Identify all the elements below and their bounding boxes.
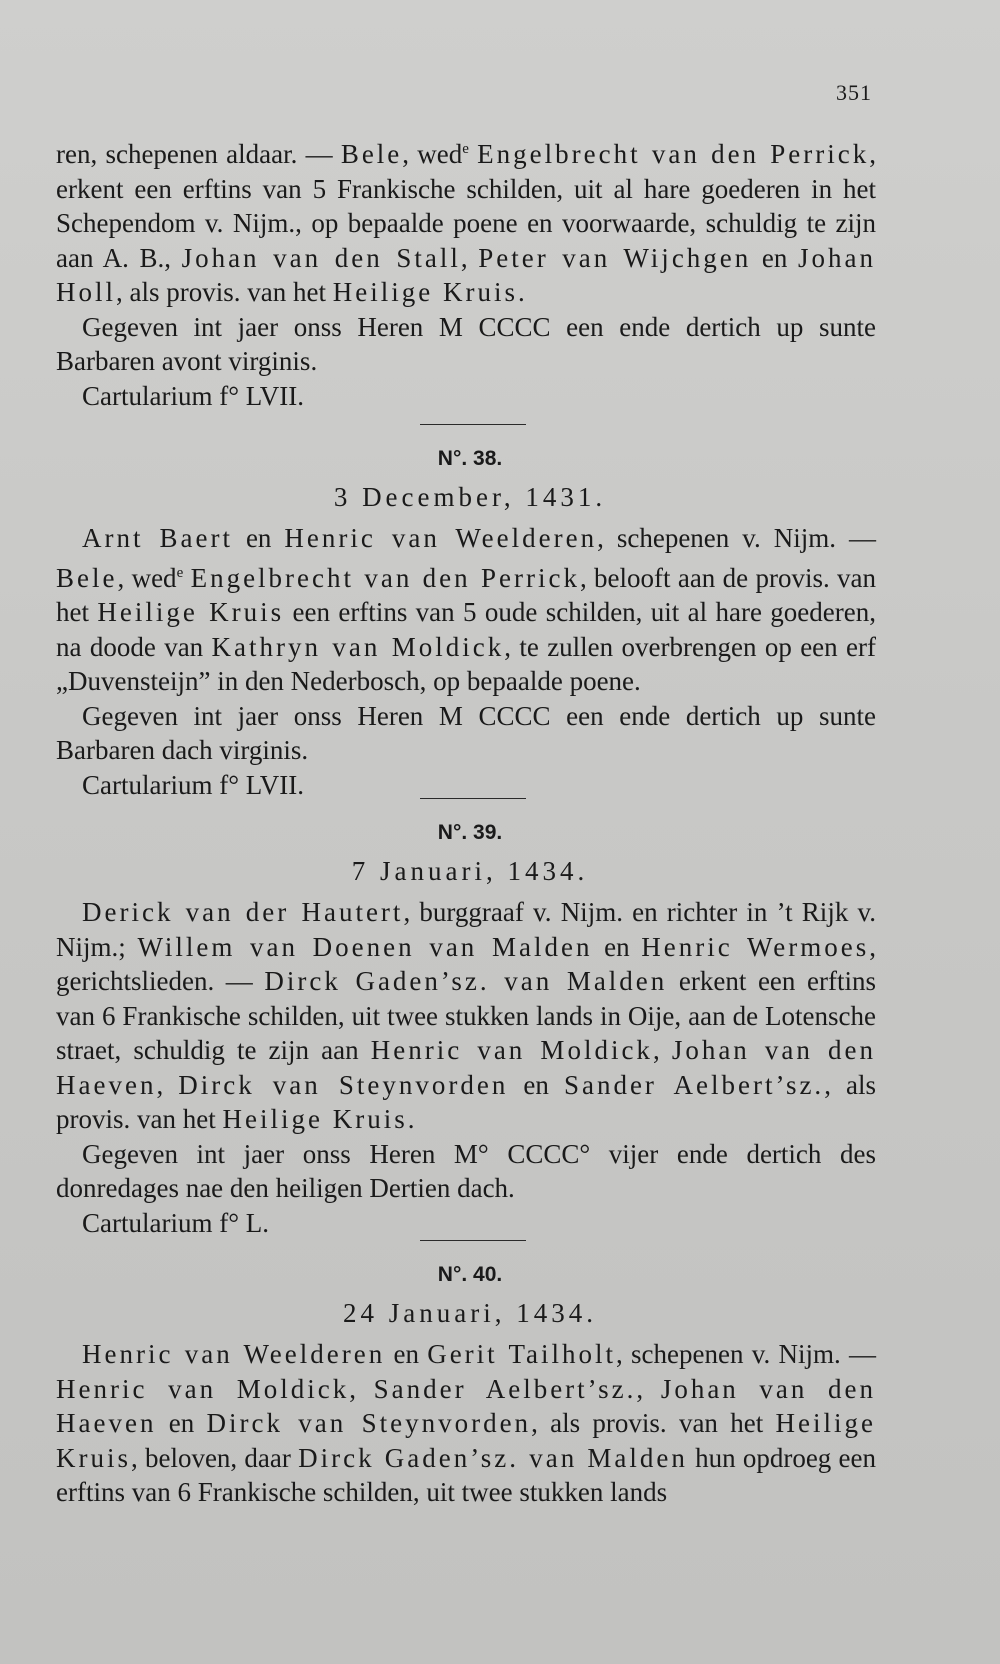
person-name: Dirck Gaden’sz. van Malden [264,966,668,996]
text-segment: en [385,1339,428,1369]
section-divider [420,424,526,425]
entry-date-38: 3 December, 1431. [333,482,607,512]
entry-40-block [56,1337,876,1510]
continuation-paragraph [56,132,876,310]
cartularium-line: Cartularium f° L. [82,1207,269,1238]
text-segment: , als provis. van het [531,1408,776,1438]
text-segment: , schepenen v. Nijm. — [597,523,876,553]
text-segment: , [652,1035,672,1065]
place-name: Heilige Kruis [56,1408,876,1473]
superscript: e [462,141,469,157]
place-name: Heilige Kruis [97,597,285,627]
text-segment: . [517,277,525,307]
text-segment: , [636,1373,661,1404]
text-segment: en [508,1069,564,1100]
person-name: Johan van den Haeven [56,1373,877,1438]
text-segment: ren, schepenen aldaar. — [56,139,341,169]
text-segment: , erkent een erftins van 5 Frankische schilden, uit al hare goederen in het Schependom v. Nijm., op bepaalde poene en voorwaarde, schuldig te zijn aan A. B., [56,139,876,273]
person-name: Johan van den Haeven [56,1035,877,1100]
person-name: Henric van Moldick [370,1035,653,1065]
person-name: Henric van Weelderen [82,1339,386,1369]
person-name: Sander Aelbert’sz. [373,1373,637,1404]
person-name: Johan van den Stall [181,242,461,273]
entry-38-block [56,521,876,802]
text-segment: . [407,1104,415,1134]
text-segment: , [460,242,479,273]
text-segment: , beloven, daar [131,1442,299,1473]
text-segment: een erftins van 5 oude schilden, uit al hare goederen, na doode van [56,597,876,662]
person-name: Derick van der Hautert [82,897,404,927]
person-name: Henric Wermoes [641,931,870,962]
person-name: Arnt Baert [82,523,233,553]
place-name: Heilige Kruis [222,1104,408,1134]
entry-date-39: 7 Januari, 1434. [351,856,589,886]
person-name: Kathryn van Moldick [211,631,505,662]
entry-40-paragraph [56,1337,876,1510]
person-name: Sander Aelbert’sz. [563,1069,825,1100]
section-divider [420,798,526,799]
person-name: Dirck Gaden’sz. van Malden [298,1442,688,1473]
superscript: e [176,564,184,581]
given-line: Gegeven int jaer onss Heren M° CCCC° vijer ende dertich des donredages nae den heiligen Dertien dach. [56,1138,876,1203]
entry-number-39: N°. 39. [437,821,503,844]
person-name: Engelbrecht van den Perrick [477,139,870,169]
text-segment: hun opdroeg een erftins van 6 Frankische schilden, uit twee stukken lands [56,1442,876,1507]
person-name: Dirck van Steynvorden [206,1408,532,1438]
text-segment: , als provis. van het [56,1069,876,1134]
place-name: Heilige Kruis [332,277,518,307]
text-segment [469,139,477,169]
given-line: Gegeven int jaer onss Heren M CCCC een ende dertich up sunte Barbaren dach virginis. [56,700,876,765]
given-line: Gegeven int jaer onss Heren M CCCC een ende dertich up sunte Barbaren avont virginis. [56,311,876,376]
entry-39-paragraph [56,895,876,1137]
entry-39-block [56,895,876,1240]
person-name: Gerit Tailholt [427,1339,617,1369]
person-name: Willem van Doenen van Malden [137,931,593,962]
person-name: Bele [340,139,403,169]
text-segment: , burggraaf v. Nijm. en richter in ’t Rijk v. Nijm.; [56,897,876,962]
text-segment: en [592,931,642,962]
page-number: 351 [836,80,872,105]
text-segment: en [751,242,798,273]
entry-number-40: N°. 40. [437,1263,503,1286]
text-segment: erkent een erftins van 6 Frankische schilden, uit twee stukken lands in Oije, aan de Lotensche straet, schuldig te zijn aan [56,966,876,1065]
text-segment: , wed [117,562,177,593]
text-segment: , gerichtslieden. — [56,931,876,996]
person-name: Henric van Weelderen [284,523,598,553]
text-segment: , belooft aan de provis. van het [56,562,877,627]
text-segment: en [232,523,285,553]
section-divider [420,1240,526,1241]
text-segment [183,563,190,593]
person-name: Henric van Moldick [56,1373,350,1404]
continuation-block [56,132,876,413]
person-name: Dirck van Steynvorden [178,1069,509,1100]
text-segment: , als provis. van het [116,277,333,307]
text-segment: , te zullen overbrengen op een erf „Duvensteijn” in den Nederbosch, op bepaalde poene. [56,631,876,696]
text-segment: , schepenen v. Nijm. — [616,1339,876,1369]
entry-date-40: 24 Januari, 1434. [343,1298,597,1328]
text-segment: en [156,1408,207,1438]
text-segment: , [156,1069,179,1100]
person-name: Engelbrecht van den Perrick [190,562,580,593]
text-segment: , wed [402,139,463,169]
entry-38-paragraph [56,521,876,699]
text-segment: , [349,1373,374,1404]
person-name: Bele [56,562,118,593]
entry-number-38: N°. 38. [437,447,503,470]
cartularium-line: Cartularium f° LVII. [82,769,304,800]
person-name: Johan Holl [56,242,876,307]
cartularium-line: Cartularium f° LVII. [82,380,304,411]
person-name: Peter van Wijchgen [478,242,752,273]
